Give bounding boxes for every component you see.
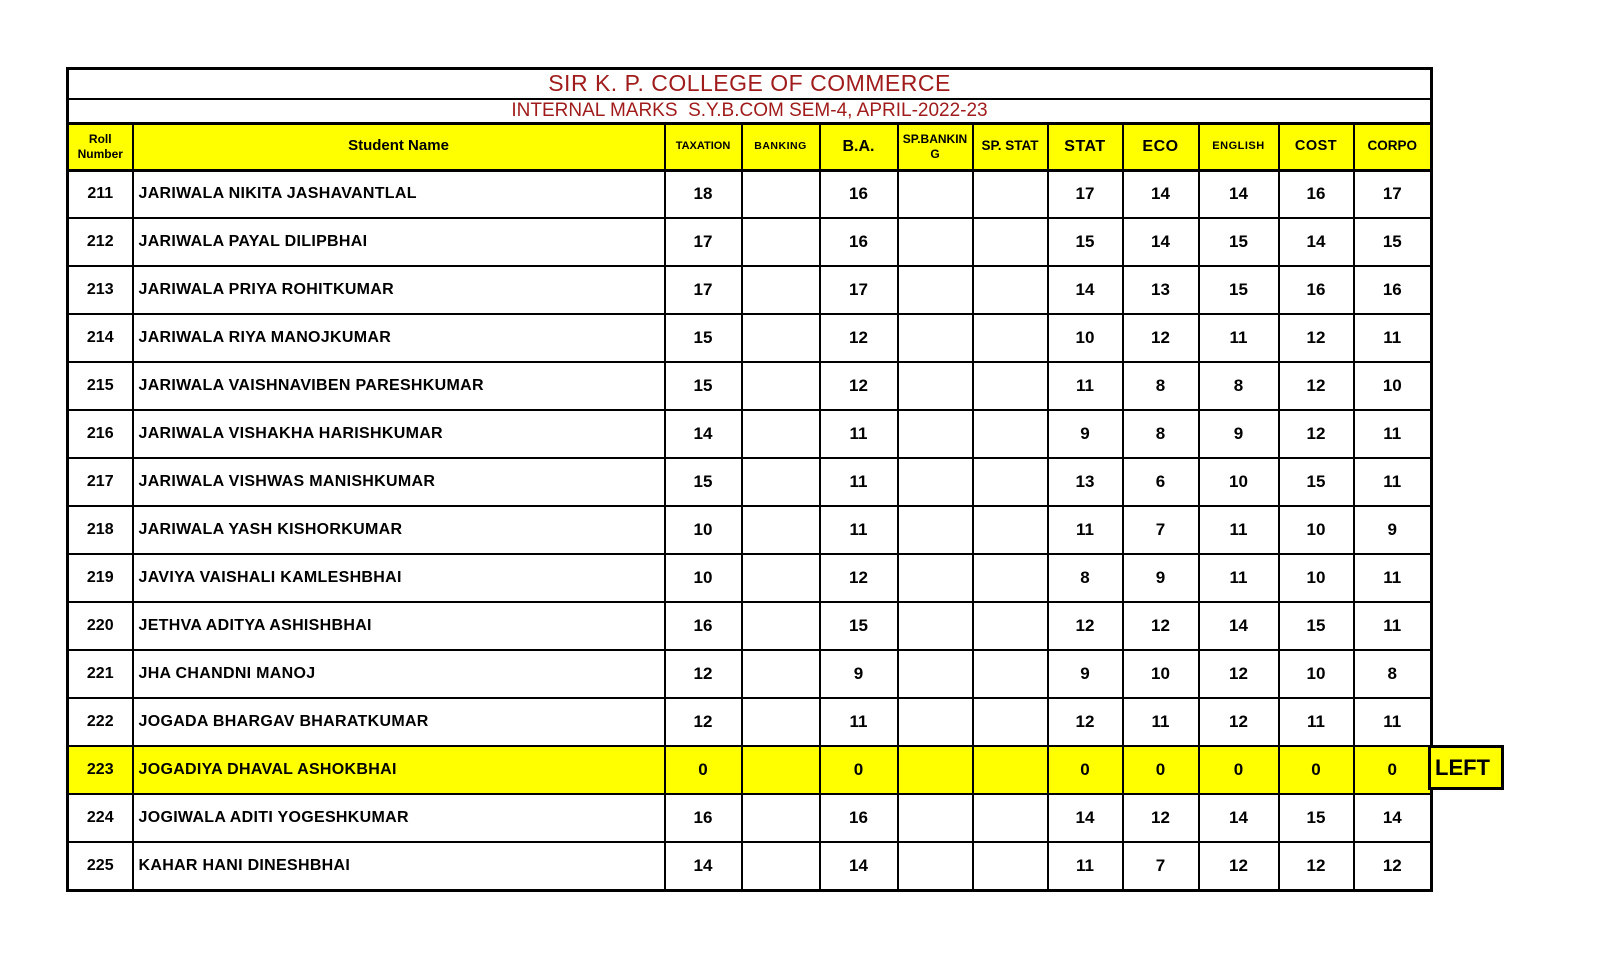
roll-number-cell: 222 xyxy=(68,698,133,746)
column-header-english: ENGLISH xyxy=(1199,123,1279,170)
mark-cell-sp-banking xyxy=(898,458,973,506)
mark-cell-ba: 16 xyxy=(820,794,898,842)
column-header-cost: COST xyxy=(1279,123,1354,170)
mark-cell-corpo: 14 xyxy=(1354,794,1432,842)
mark-cell-ba: 14 xyxy=(820,842,898,890)
roll-number-cell: 224 xyxy=(68,794,133,842)
mark-cell-stat: 9 xyxy=(1048,410,1123,458)
mark-cell-ba: 11 xyxy=(820,458,898,506)
mark-cell-stat: 0 xyxy=(1048,746,1123,794)
mark-cell-banking xyxy=(742,602,820,650)
student-row-214 xyxy=(68,314,1432,362)
marks-table xyxy=(66,67,1433,892)
mark-cell-ba: 11 xyxy=(820,698,898,746)
mark-cell-ba: 16 xyxy=(820,170,898,218)
mark-cell-stat: 14 xyxy=(1048,266,1123,314)
mark-cell-cost: 10 xyxy=(1279,650,1354,698)
mark-cell-sp-stat xyxy=(973,266,1048,314)
mark-cell-eco: 9 xyxy=(1123,554,1199,602)
mark-cell-english: 14 xyxy=(1199,602,1279,650)
mark-cell-banking xyxy=(742,218,820,266)
column-header-corpo: CORPO xyxy=(1354,123,1432,170)
mark-cell-sp-stat xyxy=(973,698,1048,746)
mark-cell-taxation: 16 xyxy=(665,602,742,650)
mark-cell-stat: 14 xyxy=(1048,794,1123,842)
mark-cell-banking xyxy=(742,458,820,506)
mark-cell-sp-banking xyxy=(898,650,973,698)
mark-cell-corpo: 12 xyxy=(1354,842,1432,890)
sheet-subtitle: INTERNAL MARKS S.Y.B.COM SEM-4, APRIL-2022-23 xyxy=(68,99,1432,124)
mark-cell-sp-banking xyxy=(898,554,973,602)
title-row xyxy=(68,69,1432,99)
mark-cell-stat: 12 xyxy=(1048,698,1123,746)
student-name-cell: KAHAR HANI DINESHBHAI xyxy=(133,842,665,890)
mark-cell-sp-stat xyxy=(973,218,1048,266)
mark-cell-english: 12 xyxy=(1199,650,1279,698)
student-row-222 xyxy=(68,698,1432,746)
student-row-218 xyxy=(68,506,1432,554)
roll-number-cell: 221 xyxy=(68,650,133,698)
mark-cell-english: 15 xyxy=(1199,218,1279,266)
student-row-224 xyxy=(68,794,1432,842)
mark-cell-english: 11 xyxy=(1199,506,1279,554)
mark-cell-corpo: 11 xyxy=(1354,554,1432,602)
student-name-cell: JARIWALA VISHAKHA HARISHKUMAR xyxy=(133,410,665,458)
mark-cell-ba: 12 xyxy=(820,554,898,602)
student-row-212 xyxy=(68,218,1432,266)
mark-cell-taxation: 16 xyxy=(665,794,742,842)
mark-cell-banking xyxy=(742,506,820,554)
roll-number-cell: 213 xyxy=(68,266,133,314)
mark-cell-cost: 10 xyxy=(1279,554,1354,602)
mark-cell-cost: 12 xyxy=(1279,410,1354,458)
mark-cell-sp-banking xyxy=(898,218,973,266)
mark-cell-eco: 14 xyxy=(1123,170,1199,218)
column-header-banking: BANKING xyxy=(742,123,820,170)
student-row-215 xyxy=(68,362,1432,410)
roll-number-cell: 223 xyxy=(68,746,133,794)
mark-cell-sp-banking xyxy=(898,698,973,746)
mark-cell-corpo: 10 xyxy=(1354,362,1432,410)
mark-cell-eco: 7 xyxy=(1123,842,1199,890)
mark-cell-english: 12 xyxy=(1199,698,1279,746)
mark-cell-sp-banking xyxy=(898,266,973,314)
mark-cell-eco: 10 xyxy=(1123,650,1199,698)
mark-cell-corpo: 11 xyxy=(1354,602,1432,650)
column-header-roll-number: Roll Number xyxy=(68,123,133,170)
student-name-cell: JETHVA ADITYA ASHISHBHAI xyxy=(133,602,665,650)
mark-cell-taxation: 15 xyxy=(665,314,742,362)
mark-cell-corpo: 15 xyxy=(1354,218,1432,266)
mark-cell-corpo: 8 xyxy=(1354,650,1432,698)
mark-cell-english: 8 xyxy=(1199,362,1279,410)
mark-cell-sp-stat xyxy=(973,650,1048,698)
mark-cell-eco: 12 xyxy=(1123,602,1199,650)
column-header-row xyxy=(68,123,1432,170)
mark-cell-cost: 12 xyxy=(1279,362,1354,410)
student-name-cell: JHA CHANDNI MANOJ xyxy=(133,650,665,698)
mark-cell-cost: 10 xyxy=(1279,506,1354,554)
mark-cell-cost: 12 xyxy=(1279,314,1354,362)
mark-cell-cost: 15 xyxy=(1279,794,1354,842)
mark-cell-sp-stat xyxy=(973,794,1048,842)
mark-cell-sp-stat xyxy=(973,458,1048,506)
mark-cell-english: 12 xyxy=(1199,842,1279,890)
mark-cell-corpo: 0 xyxy=(1354,746,1432,794)
mark-cell-cost: 15 xyxy=(1279,458,1354,506)
mark-cell-taxation: 10 xyxy=(665,506,742,554)
mark-cell-stat: 17 xyxy=(1048,170,1123,218)
roll-number-cell: 225 xyxy=(68,842,133,890)
column-header-sp-banking: SP.BANKING xyxy=(898,123,973,170)
mark-cell-eco: 8 xyxy=(1123,410,1199,458)
internal-marks-sheet xyxy=(66,67,1490,892)
mark-cell-english: 14 xyxy=(1199,170,1279,218)
mark-cell-sp-stat xyxy=(973,746,1048,794)
mark-cell-sp-banking xyxy=(898,410,973,458)
mark-cell-ba: 16 xyxy=(820,218,898,266)
mark-cell-sp-banking xyxy=(898,842,973,890)
student-row-223 xyxy=(68,746,1432,794)
left-status-badge: LEFT xyxy=(1428,745,1504,790)
mark-cell-cost: 16 xyxy=(1279,266,1354,314)
mark-cell-banking xyxy=(742,170,820,218)
mark-cell-stat: 11 xyxy=(1048,506,1123,554)
mark-cell-english: 11 xyxy=(1199,554,1279,602)
mark-cell-cost: 14 xyxy=(1279,218,1354,266)
student-name-cell: JAVIYA VAISHALI KAMLESHBHAI xyxy=(133,554,665,602)
roll-number-cell: 215 xyxy=(68,362,133,410)
student-name-cell: JARIWALA NIKITA JASHAVANTLAL xyxy=(133,170,665,218)
mark-cell-banking xyxy=(742,266,820,314)
mark-cell-eco: 14 xyxy=(1123,218,1199,266)
column-header-eco: ECO xyxy=(1123,123,1199,170)
mark-cell-eco: 12 xyxy=(1123,314,1199,362)
mark-cell-english: 0 xyxy=(1199,746,1279,794)
mark-cell-eco: 8 xyxy=(1123,362,1199,410)
student-row-217 xyxy=(68,458,1432,506)
mark-cell-english: 14 xyxy=(1199,794,1279,842)
mark-cell-sp-stat xyxy=(973,170,1048,218)
student-row-219 xyxy=(68,554,1432,602)
mark-cell-cost: 0 xyxy=(1279,746,1354,794)
mark-cell-corpo: 11 xyxy=(1354,314,1432,362)
roll-number-cell: 220 xyxy=(68,602,133,650)
student-row-221 xyxy=(68,650,1432,698)
column-header-ba: B.A. xyxy=(820,123,898,170)
mark-cell-eco: 11 xyxy=(1123,698,1199,746)
mark-cell-corpo: 11 xyxy=(1354,458,1432,506)
roll-number-cell: 218 xyxy=(68,506,133,554)
mark-cell-stat: 8 xyxy=(1048,554,1123,602)
mark-cell-corpo: 17 xyxy=(1354,170,1432,218)
column-header-taxation: TAXATION xyxy=(665,123,742,170)
mark-cell-cost: 15 xyxy=(1279,602,1354,650)
student-row-211 xyxy=(68,170,1432,218)
mark-cell-banking xyxy=(742,746,820,794)
student-row-225 xyxy=(68,842,1432,890)
mark-cell-banking xyxy=(742,554,820,602)
student-name-cell: JARIWALA VISHWAS MANISHKUMAR xyxy=(133,458,665,506)
column-header-stat: STAT xyxy=(1048,123,1123,170)
mark-cell-stat: 9 xyxy=(1048,650,1123,698)
mark-cell-taxation: 14 xyxy=(665,410,742,458)
mark-cell-taxation: 0 xyxy=(665,746,742,794)
mark-cell-banking xyxy=(742,698,820,746)
mark-cell-english: 10 xyxy=(1199,458,1279,506)
roll-number-cell: 219 xyxy=(68,554,133,602)
mark-cell-banking xyxy=(742,314,820,362)
mark-cell-ba: 9 xyxy=(820,650,898,698)
mark-cell-taxation: 12 xyxy=(665,650,742,698)
mark-cell-sp-stat xyxy=(973,314,1048,362)
mark-cell-corpo: 11 xyxy=(1354,698,1432,746)
roll-number-cell: 214 xyxy=(68,314,133,362)
mark-cell-stat: 11 xyxy=(1048,362,1123,410)
student-name-cell: JARIWALA PRIYA ROHITKUMAR xyxy=(133,266,665,314)
mark-cell-taxation: 15 xyxy=(665,362,742,410)
mark-cell-banking xyxy=(742,410,820,458)
student-row-213 xyxy=(68,266,1432,314)
mark-cell-sp-banking xyxy=(898,794,973,842)
mark-cell-ba: 11 xyxy=(820,410,898,458)
mark-cell-stat: 10 xyxy=(1048,314,1123,362)
student-name-cell: JOGADA BHARGAV BHARATKUMAR xyxy=(133,698,665,746)
mark-cell-english: 15 xyxy=(1199,266,1279,314)
mark-cell-taxation: 17 xyxy=(665,218,742,266)
mark-cell-eco: 13 xyxy=(1123,266,1199,314)
mark-cell-eco: 6 xyxy=(1123,458,1199,506)
mark-cell-stat: 11 xyxy=(1048,842,1123,890)
mark-cell-taxation: 18 xyxy=(665,170,742,218)
mark-cell-taxation: 12 xyxy=(665,698,742,746)
mark-cell-sp-banking xyxy=(898,746,973,794)
mark-cell-cost: 12 xyxy=(1279,842,1354,890)
roll-number-cell: 217 xyxy=(68,458,133,506)
mark-cell-sp-banking xyxy=(898,506,973,554)
mark-cell-stat: 12 xyxy=(1048,602,1123,650)
subtitle-row xyxy=(68,99,1432,124)
column-header-student-name: Student Name xyxy=(133,123,665,170)
student-name-cell: JARIWALA RIYA MANOJKUMAR xyxy=(133,314,665,362)
mark-cell-taxation: 17 xyxy=(665,266,742,314)
student-row-216 xyxy=(68,410,1432,458)
mark-cell-sp-stat xyxy=(973,554,1048,602)
mark-cell-sp-stat xyxy=(973,362,1048,410)
mark-cell-ba: 0 xyxy=(820,746,898,794)
roll-number-cell: 216 xyxy=(68,410,133,458)
column-header-sp-stat: SP. STAT xyxy=(973,123,1048,170)
mark-cell-banking xyxy=(742,794,820,842)
mark-cell-sp-banking xyxy=(898,170,973,218)
mark-cell-eco: 12 xyxy=(1123,794,1199,842)
mark-cell-eco: 0 xyxy=(1123,746,1199,794)
student-row-220 xyxy=(68,602,1432,650)
student-name-cell: JARIWALA YASH KISHORKUMAR xyxy=(133,506,665,554)
mark-cell-eco: 7 xyxy=(1123,506,1199,554)
mark-cell-stat: 13 xyxy=(1048,458,1123,506)
mark-cell-stat: 15 xyxy=(1048,218,1123,266)
student-name-cell: JARIWALA PAYAL DILIPBHAI xyxy=(133,218,665,266)
mark-cell-sp-banking xyxy=(898,602,973,650)
mark-cell-sp-stat xyxy=(973,410,1048,458)
mark-cell-banking xyxy=(742,650,820,698)
mark-cell-banking xyxy=(742,362,820,410)
mark-cell-english: 11 xyxy=(1199,314,1279,362)
roll-number-cell: 212 xyxy=(68,218,133,266)
college-title: SIR K. P. COLLEGE OF COMMERCE xyxy=(68,69,1432,99)
mark-cell-cost: 11 xyxy=(1279,698,1354,746)
mark-cell-ba: 17 xyxy=(820,266,898,314)
mark-cell-ba: 12 xyxy=(820,314,898,362)
mark-cell-taxation: 10 xyxy=(665,554,742,602)
student-name-cell: JARIWALA VAISHNAVIBEN PARESHKUMAR xyxy=(133,362,665,410)
mark-cell-banking xyxy=(742,842,820,890)
mark-cell-ba: 12 xyxy=(820,362,898,410)
mark-cell-cost: 16 xyxy=(1279,170,1354,218)
mark-cell-sp-banking xyxy=(898,362,973,410)
mark-cell-corpo: 9 xyxy=(1354,506,1432,554)
roll-number-cell: 211 xyxy=(68,170,133,218)
student-name-cell: JOGIWALA ADITI YOGESHKUMAR xyxy=(133,794,665,842)
mark-cell-english: 9 xyxy=(1199,410,1279,458)
mark-cell-corpo: 16 xyxy=(1354,266,1432,314)
mark-cell-sp-stat xyxy=(973,842,1048,890)
mark-cell-taxation: 15 xyxy=(665,458,742,506)
student-name-cell: JOGADIYA DHAVAL ASHOKBHAI xyxy=(133,746,665,794)
mark-cell-sp-stat xyxy=(973,506,1048,554)
mark-cell-ba: 11 xyxy=(820,506,898,554)
mark-cell-sp-stat xyxy=(973,602,1048,650)
mark-cell-ba: 15 xyxy=(820,602,898,650)
mark-cell-sp-banking xyxy=(898,314,973,362)
mark-cell-taxation: 14 xyxy=(665,842,742,890)
mark-cell-corpo: 11 xyxy=(1354,410,1432,458)
